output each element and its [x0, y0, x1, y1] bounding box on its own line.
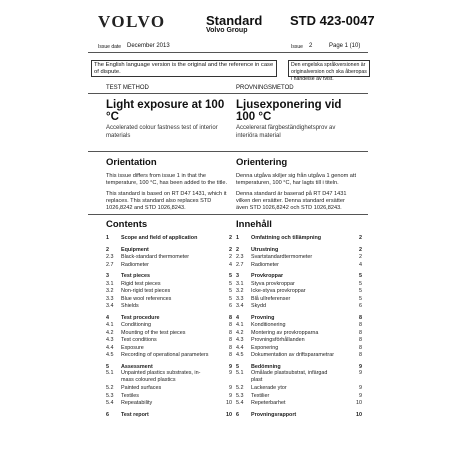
- toc-page: 10: [226, 411, 232, 418]
- toc-label: Black-standard thermometer: [121, 254, 190, 260]
- toc-label: Textiles: [121, 392, 139, 399]
- toc-number: 6: [236, 411, 239, 418]
- standard-title: Standard: [206, 13, 263, 28]
- standard-number: STD 423-0047: [290, 13, 375, 28]
- toc-page: 5: [359, 273, 362, 279]
- toc-page: 9: [229, 370, 232, 376]
- toc-number: 4.2: [236, 329, 244, 336]
- issue-date-label: Issue date: [98, 44, 122, 50]
- toc-label: Provningsförhållanden: [251, 337, 305, 343]
- section-rule: [88, 93, 368, 94]
- orientation-heading-en: Orientation: [106, 157, 157, 168]
- toc-number: 1: [236, 235, 239, 241]
- toc-page: 8: [359, 322, 362, 328]
- toc-number: 5.1: [236, 370, 244, 376]
- toc-label: Rigid test pieces: [121, 280, 161, 287]
- toc-page: 8: [229, 314, 232, 321]
- toc-number: 3.3: [106, 295, 114, 302]
- toc-number: 5.1: [106, 370, 114, 376]
- toc-page: 5: [359, 295, 362, 302]
- toc-page: 5: [359, 280, 362, 287]
- toc-row[interactable]: [106, 399, 232, 407]
- toc-label: Test pieces: [121, 273, 150, 279]
- toc-number: 3: [236, 273, 239, 279]
- issue-number: 2: [309, 43, 313, 49]
- toc-number: 5.2: [236, 385, 244, 391]
- toc-number: 2.3: [106, 254, 114, 260]
- toc-label: Test conditions: [121, 337, 157, 343]
- toc-label: Omfattning och tillämpning: [251, 235, 322, 241]
- toc-label: Radiometer: [121, 261, 149, 268]
- toc-page: 6: [229, 303, 232, 309]
- toc-row[interactable]: [106, 370, 232, 384]
- subtitle-en: Accelerated colour fastness test of interior materials: [106, 125, 218, 139]
- toc-number: 3.2: [106, 288, 114, 294]
- page-indicator: Page 1 (10): [329, 43, 361, 49]
- toc-number: 4.1: [236, 322, 244, 328]
- toc-row[interactable]: [236, 351, 362, 359]
- title-sv: Ljusexponering vid 100 °C: [236, 99, 342, 123]
- toc-number: 4.3: [106, 337, 114, 343]
- toc-label: Mounting of the test pieces: [121, 329, 186, 336]
- toc-page: 5: [229, 273, 232, 279]
- toc-page: 8: [229, 344, 232, 351]
- toc-number: 5.4: [236, 400, 244, 406]
- orientation-p2-en: This standard is based on RT D47 1431, which it replaces. This standard also replaces STD 1026,8242 and STD 1026,8243.: [106, 191, 227, 211]
- toc-label: Utrustning: [251, 246, 279, 253]
- toc-page: 6: [359, 303, 362, 309]
- toc-row[interactable]: [106, 234, 232, 242]
- toc-page: 9: [359, 385, 362, 391]
- standard-subtitle: Volvo Group: [206, 27, 248, 34]
- toc-label: Test procedure: [121, 314, 160, 321]
- toc-number: 6: [106, 411, 109, 418]
- toc-number: 3.2: [236, 288, 244, 294]
- toc-number: 3.3: [236, 295, 244, 302]
- toc-number: 5: [236, 363, 239, 370]
- toc-page: 9: [229, 392, 232, 399]
- toc-label: Provning: [251, 314, 275, 321]
- toc-label: Montering av provkropparna: [251, 329, 319, 336]
- toc-number: 4: [236, 314, 239, 321]
- toc-number: 3.4: [236, 303, 244, 309]
- notice-en: The English language version is the original and the reference in case of dispute.: [91, 60, 277, 77]
- toc-page: 8: [359, 329, 362, 336]
- toc-label: Konditionering: [251, 322, 286, 328]
- toc-page: 2: [359, 235, 362, 241]
- toc-number: 4.4: [106, 344, 114, 351]
- contents-heading-sv: Innehåll: [236, 219, 272, 230]
- contents-heading-en: Contents: [106, 219, 148, 230]
- toc-label: Scope and field of application: [121, 235, 198, 241]
- toc-row[interactable]: [236, 399, 362, 407]
- toc-number: 5.4: [106, 400, 114, 406]
- title-en: Light exposure at 100 °C: [106, 99, 225, 123]
- toc-label: Omålade plastsubstrat, infärgad plast: [251, 370, 328, 383]
- issue-date: December 2013: [127, 43, 170, 49]
- toc-number: 2.3: [236, 254, 244, 260]
- toc-number: 3.1: [236, 280, 244, 287]
- toc-number: 4.5: [236, 352, 244, 358]
- toc-page: 10: [356, 400, 362, 406]
- toc-page: 8: [229, 329, 232, 336]
- toc-en: [106, 234, 232, 449]
- contents-rule: [88, 214, 368, 215]
- toc-label: Non-rigid test pieces: [121, 288, 171, 294]
- toc-page: 8: [359, 352, 362, 358]
- toc-label: Radiometer: [251, 261, 279, 268]
- toc-number: 3.4: [106, 303, 114, 309]
- notice-sv: Den engelska språkversionen är originalversion och ska åberopas i händelse av tvist.: [288, 60, 370, 77]
- toc-number: 5.3: [236, 392, 244, 399]
- toc-label: Styva provkroppar: [251, 280, 295, 287]
- toc-label: Icke-styva provkroppar: [251, 288, 306, 294]
- toc-number: 5.3: [106, 392, 114, 399]
- toc-number: 4.3: [236, 337, 244, 343]
- toc-label: Equipment: [121, 246, 149, 253]
- toc-label: Textilier: [251, 392, 270, 399]
- toc-label: Provningsrapport: [251, 411, 297, 418]
- toc-page: 5: [229, 280, 232, 287]
- toc-row[interactable]: [236, 302, 362, 310]
- toc-label: Repeatability: [121, 400, 153, 406]
- toc-number: 4.1: [106, 322, 114, 328]
- toc-page: 9: [359, 363, 362, 370]
- toc-page: 2: [229, 246, 232, 253]
- toc-label: Conditioning: [121, 322, 151, 328]
- toc-number: 5: [106, 363, 109, 370]
- toc-page: 5: [229, 295, 232, 302]
- toc-row[interactable]: [106, 351, 232, 359]
- toc-number: 2.7: [236, 261, 244, 268]
- toc-number: 3: [106, 273, 109, 279]
- toc-page: 8: [359, 337, 362, 343]
- toc-number: 2.7: [106, 261, 114, 268]
- toc-page: 5: [229, 288, 232, 294]
- toc-label: Shields: [121, 303, 139, 309]
- orientation-rule: [88, 151, 368, 152]
- orientation-p1-en: This issue differs from issue 1 in that the temperature, 100 °C, has been added to the title.: [106, 173, 228, 186]
- orientation-p2-sv: Denna standard är baserad på RT D47 1431 vilken den ersätter. Denna standard ersätter även STD 1026,8242 och STD 1026,8243.: [236, 191, 347, 211]
- toc-row[interactable]: [236, 234, 362, 242]
- toc-page: 8: [229, 337, 232, 343]
- toc-number: 5.2: [106, 385, 114, 391]
- toc-page: 9: [229, 385, 232, 391]
- toc-label: Exponering: [251, 344, 279, 351]
- toc-page: 2: [229, 235, 232, 241]
- toc-number: 4.5: [106, 352, 114, 358]
- orientation-p1-sv: Denna utgåva skiljer sig från utgåva 1 genom att temperaturen, 100 °C, har lagts till i titeln.: [236, 173, 357, 186]
- toc-page: 8: [229, 352, 232, 358]
- toc-label: Dokumentation av driftsparametrar: [251, 352, 334, 358]
- toc-page: 2: [359, 246, 362, 253]
- toc-label: Provkroppar: [251, 273, 284, 279]
- toc-row[interactable]: [236, 370, 362, 384]
- toc-page: 8: [229, 322, 232, 328]
- volvo-logo: VOLVO: [98, 12, 166, 31]
- toc-label: Svartstandardtermometer: [251, 254, 313, 260]
- toc-row[interactable]: [236, 261, 362, 269]
- orientation-heading-sv: Orientering: [236, 157, 288, 168]
- toc-label: Exposure: [121, 344, 144, 351]
- toc-number: 2: [106, 246, 109, 253]
- toc-page: 9: [229, 363, 232, 370]
- toc-row[interactable]: [106, 261, 232, 269]
- toc-label: Painted surfaces: [121, 385, 162, 391]
- toc-row[interactable]: [236, 411, 362, 419]
- toc-page: 4: [359, 261, 362, 268]
- toc-label: Test report: [121, 411, 149, 418]
- toc-number: 3.1: [106, 280, 114, 287]
- toc-number: 4.4: [236, 344, 244, 351]
- toc-number: 2: [236, 246, 239, 253]
- toc-label: Bedömning: [251, 363, 281, 370]
- toc-page: 9: [359, 370, 362, 376]
- subtitle-sv: Accelererat färgbeständighetsprov av interiöra material: [236, 125, 336, 139]
- toc-row[interactable]: [106, 302, 232, 310]
- header-rule: [88, 52, 368, 53]
- toc-page: 8: [359, 344, 362, 351]
- toc-label: Unpainted plastics substrates, in-mass coloured plastics: [121, 370, 201, 383]
- toc-row[interactable]: [106, 411, 232, 419]
- toc-label: Skydd: [251, 303, 266, 309]
- toc-page: 4: [229, 261, 232, 268]
- toc-sv: [236, 234, 362, 449]
- toc-label: Lackerade ytor: [251, 385, 287, 391]
- toc-page: 10: [356, 411, 362, 418]
- toc-label: Recording of operational parameters: [121, 352, 209, 358]
- toc-page: 9: [359, 392, 362, 399]
- issue-label: Issue: [291, 44, 303, 50]
- toc-label: Blå ullreferenser: [251, 295, 291, 302]
- toc-label: Repeterbarhet: [251, 400, 286, 406]
- toc-number: 4.2: [106, 329, 114, 336]
- toc-page: 2: [359, 254, 362, 260]
- toc-page: 8: [359, 314, 362, 321]
- toc-label: Blue wool references: [121, 295, 172, 302]
- section-label-sv: PROVNINGSMETOD: [236, 85, 294, 91]
- section-label-en: TEST METHOD: [106, 85, 149, 91]
- toc-page: 2: [229, 254, 232, 260]
- toc-page: 10: [226, 400, 232, 406]
- toc-label: Assessment: [121, 363, 153, 370]
- toc-number: 1: [106, 235, 109, 241]
- toc-number: 4: [106, 314, 109, 321]
- toc-page: 5: [359, 288, 362, 294]
